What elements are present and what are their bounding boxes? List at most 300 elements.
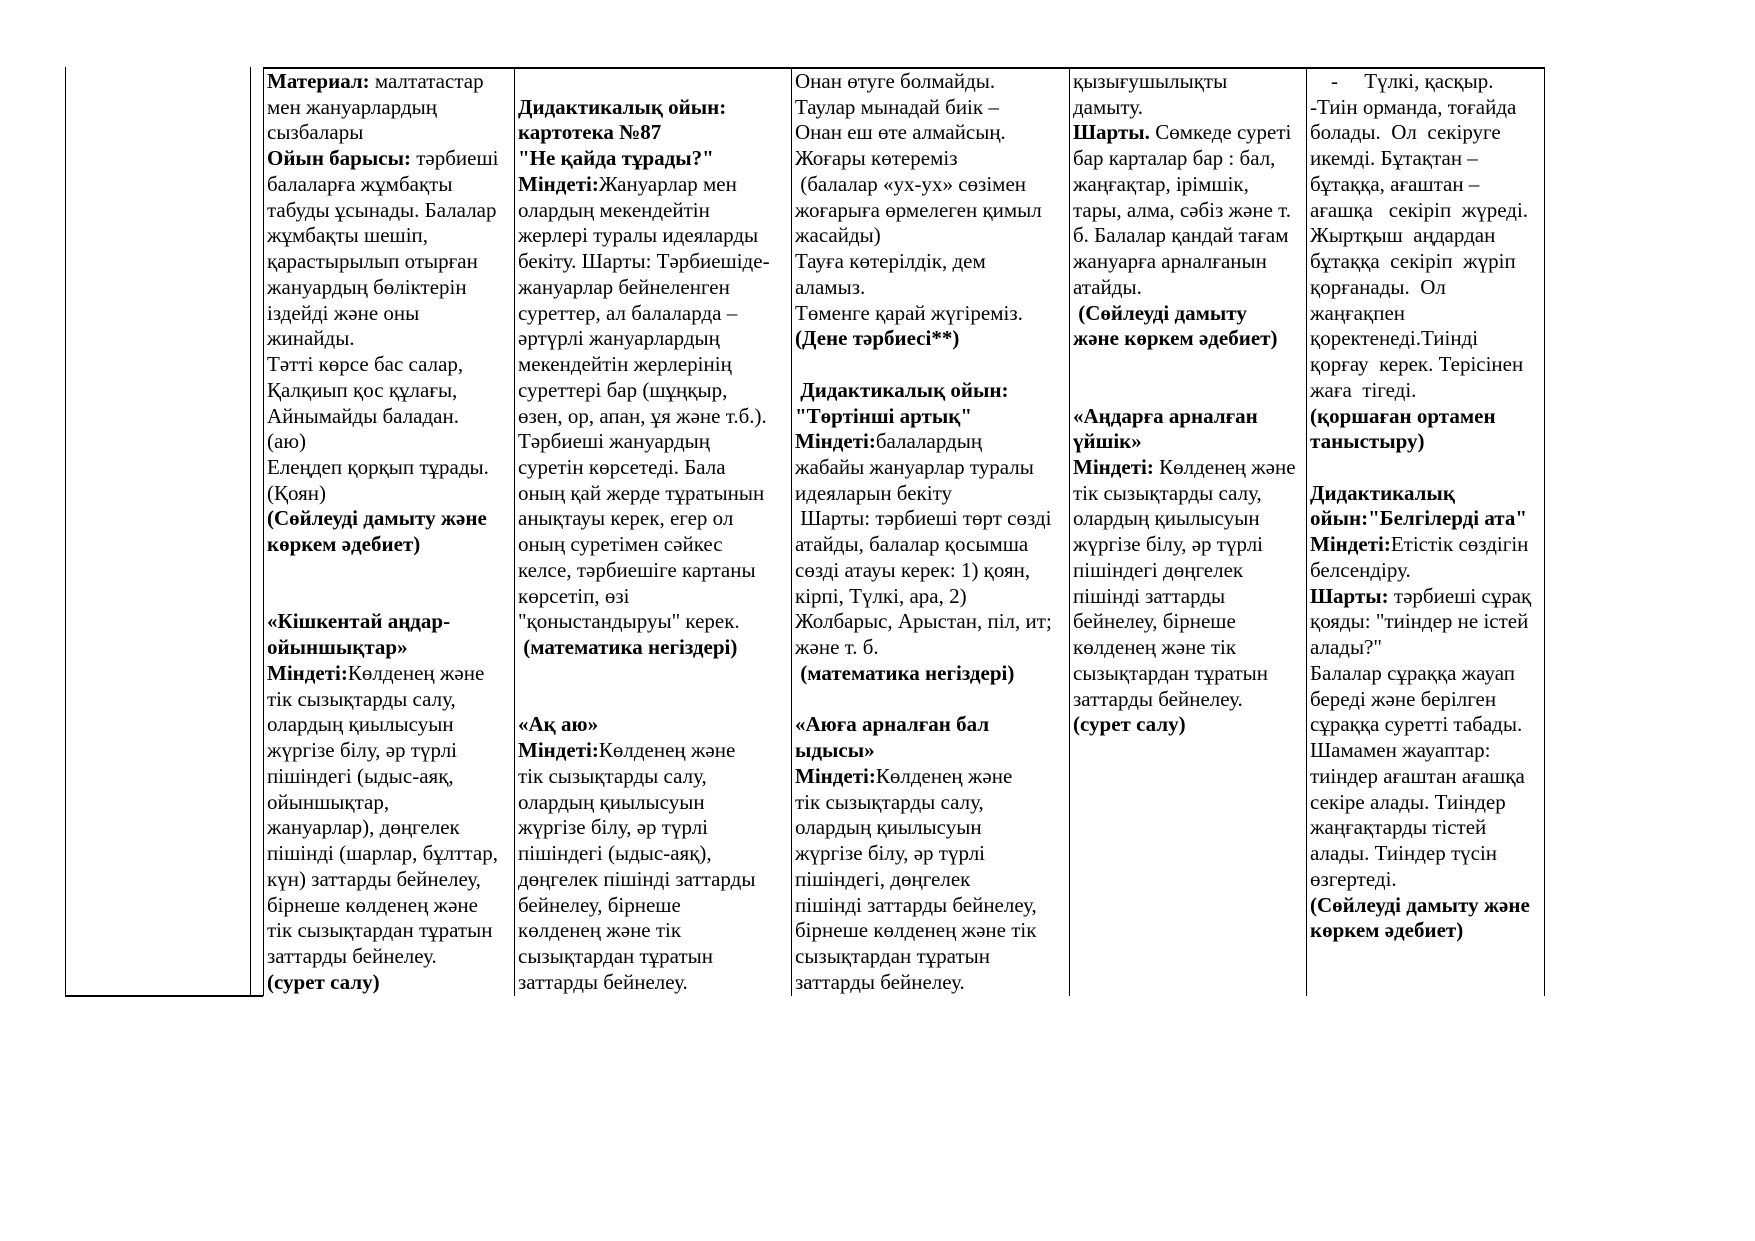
text-line <box>795 275 1069 301</box>
text: Жолбарыс, Арыстан, піл, ит; <box>795 609 1052 634</box>
bold-text: Шарты. <box>1073 120 1150 145</box>
text: анықтауы керек, егер ол <box>518 506 734 531</box>
bold-text: (сурет салу) <box>267 969 380 994</box>
text-line <box>795 198 1069 224</box>
text-line <box>1073 481 1306 507</box>
text-line <box>267 712 514 738</box>
text: суретін көрсетеді. Бала <box>518 455 726 480</box>
text-line <box>267 249 514 275</box>
text: қызығушылықты <box>1073 69 1228 93</box>
text: сөзді атауы керек: 1) қоян, <box>795 557 1031 582</box>
bold-text: (Сөйлеуді дамыту және <box>1310 892 1530 917</box>
text: жасайды) <box>795 223 881 248</box>
text-line <box>795 249 1069 275</box>
text-line <box>1310 352 1544 378</box>
text: тік сызықтардан тұратын <box>267 918 493 943</box>
text-line <box>795 455 1069 481</box>
text: жұмбақты шешіп, <box>267 223 429 248</box>
text-line <box>518 764 791 790</box>
text: суреттер, ал балаларда – <box>518 300 738 325</box>
bold-text: Міндеті: <box>795 763 876 788</box>
text: алады. Тиіндер түсін <box>1310 841 1498 866</box>
text: жаға тігеді. <box>1310 377 1417 402</box>
text-line <box>518 815 791 841</box>
column-4 <box>1069 69 1306 996</box>
text-line <box>518 120 791 146</box>
text: бұтаққа секіріп жүріп <box>1310 249 1516 274</box>
text: тік сызықтарды салу, <box>518 763 707 788</box>
text: -Тиін орманда, тоғайда <box>1310 94 1517 119</box>
text: жаңғақтарды тістей <box>1310 815 1487 840</box>
text-line <box>267 841 514 867</box>
text: болады. Ол секіруге <box>1310 120 1501 145</box>
text: Етістік сөздігін <box>1390 532 1529 557</box>
text-line <box>518 326 791 352</box>
bold-text: (Дене тәрбиесі**) <box>795 326 960 351</box>
text-line <box>795 970 1069 996</box>
text-line <box>795 558 1069 584</box>
text: Балалар сұраққа жауап <box>1310 660 1515 685</box>
text-line <box>1073 223 1306 249</box>
text-line <box>267 95 514 121</box>
text-line <box>267 532 514 558</box>
text-line <box>518 712 791 738</box>
text-line <box>1310 429 1544 455</box>
text-line <box>795 635 1069 661</box>
text: Сөмкеде суреті <box>1149 120 1292 145</box>
text: белсендіру. <box>1310 557 1411 582</box>
text: (балалар «ух-ух» сөзімен <box>795 171 1027 196</box>
text: қорғанады. Ол <box>1310 274 1446 299</box>
bold-text: үйшік» <box>1073 429 1142 454</box>
text-line <box>518 301 791 327</box>
text-line <box>518 584 791 610</box>
text-line <box>1310 867 1544 893</box>
text-line <box>795 532 1069 558</box>
text: мен жануарлардың <box>267 94 437 119</box>
text-line <box>518 352 791 378</box>
text-line <box>267 687 514 713</box>
text-line <box>795 764 1069 790</box>
text-line <box>795 172 1069 198</box>
text: сызықтардан тұратын <box>518 943 713 968</box>
text-line <box>795 918 1069 944</box>
text: Көлденең және <box>875 763 1013 788</box>
text-line <box>1073 378 1306 404</box>
text-line <box>1310 815 1544 841</box>
text: өзен, ор, апан, ұя және т.б.). <box>518 403 767 428</box>
text: жабайы жануарлар туралы <box>795 455 1034 480</box>
text: Тауға көтерілдік, дем <box>795 249 986 274</box>
text: пішіндегі, дөңгелек <box>795 866 971 891</box>
bold-text: таныстыру) <box>1310 429 1425 454</box>
text-line <box>795 120 1069 146</box>
text: тәрбиеші сұрақ <box>1388 583 1532 608</box>
text-line <box>518 532 791 558</box>
text-line <box>1073 712 1306 738</box>
text-line <box>267 326 514 352</box>
text: Төменге қарай жүгіреміз. <box>795 300 1023 325</box>
text: аламыз. <box>795 274 866 299</box>
text: сұраққа суретті табады. <box>1310 712 1523 737</box>
text: алады?" <box>1310 635 1382 660</box>
text: Жоғары көтереміз <box>795 146 958 171</box>
text: Таулар мынадай биік – <box>795 94 999 119</box>
text: Онан еш өте алмайсың. <box>795 120 1006 145</box>
text-line <box>795 609 1069 635</box>
text-line <box>1310 326 1544 352</box>
text-line <box>1310 172 1544 198</box>
bold-text: Шарты: <box>1310 583 1389 608</box>
text: қарастырылып отырған <box>267 249 478 274</box>
bold-text: «Аңдарға арналған <box>1073 403 1258 428</box>
text-line <box>795 944 1069 970</box>
text: - Түлкі, қасқыр. <box>1310 69 1494 93</box>
text: көлденең және тік <box>1073 635 1237 660</box>
text: жинайды. <box>267 326 355 351</box>
text-line <box>1310 223 1544 249</box>
text-line <box>1310 687 1544 713</box>
text-line <box>1073 687 1306 713</box>
text-line <box>1073 532 1306 558</box>
text-line <box>1310 249 1544 275</box>
text: әртүрлі жануарлардың <box>518 326 720 351</box>
text-line <box>518 738 791 764</box>
text-line <box>1073 146 1306 172</box>
text: мекендейтін жерлерінің <box>518 352 732 377</box>
text-line <box>267 429 514 455</box>
text: жоғарыға өрмелеген қимыл <box>795 197 1042 222</box>
text: Тәтті көрсе бас салар, <box>267 352 464 377</box>
text-line <box>518 687 791 713</box>
bold-text: Материал: <box>267 69 370 93</box>
text: бар карталар бар : бал, <box>1073 146 1276 171</box>
text-line <box>267 352 514 378</box>
text: идеяларын бекіту <box>795 480 952 505</box>
text: Жануарлар мен <box>598 171 737 196</box>
text-line <box>795 95 1069 121</box>
text: жаңғақтар, ірімшік, <box>1073 171 1249 196</box>
text-line <box>518 661 791 687</box>
bold-text: ойын:"Белгілерді ата" <box>1310 506 1528 531</box>
text: олардың қиылысуын <box>1073 506 1260 531</box>
text-line <box>1310 198 1544 224</box>
bold-text: (математика негіздері) <box>795 660 1015 685</box>
text-line <box>1310 764 1544 790</box>
text-line <box>1310 918 1544 944</box>
bold-text: «Кішкентай аңдар- <box>267 609 451 634</box>
column-2 <box>514 69 791 996</box>
text-line <box>1073 198 1306 224</box>
text: іздейді және оны <box>267 300 420 325</box>
text-line <box>795 841 1069 867</box>
text-line <box>1310 841 1544 867</box>
text: сызбалары <box>267 120 364 145</box>
text-line <box>1073 69 1306 95</box>
bold-text: ыдысы» <box>795 738 875 763</box>
text: балалардың <box>875 429 983 454</box>
text-line <box>518 944 791 970</box>
text-line <box>267 764 514 790</box>
text: заттарды бейнелеу. <box>1073 686 1243 711</box>
text: көлденең және тік <box>518 918 682 943</box>
text: тік сызықтарды салу, <box>267 686 456 711</box>
text-line <box>518 455 791 481</box>
text-line <box>1310 95 1544 121</box>
text: ағашқа секіріп жүреді. <box>1310 197 1529 222</box>
text-line <box>1073 249 1306 275</box>
bold-text: Міндеті: <box>518 171 599 196</box>
outer-left-border <box>65 67 66 997</box>
text-line <box>1310 738 1544 764</box>
text: оның қай жерде тұратынын <box>518 480 765 505</box>
bold-text: Міндеті: <box>1310 532 1391 557</box>
bold-text: картотека №87 <box>518 120 662 145</box>
text: тары, алма, сәбіз және т. <box>1073 197 1292 222</box>
inner-left-border <box>250 67 251 997</box>
text: пішіндегі (ыдыс-аяқ), <box>518 841 712 866</box>
text: балаларға жұмбақты <box>267 171 453 196</box>
bold-text: Дидактикалық <box>1310 480 1455 505</box>
text-line <box>795 506 1069 532</box>
text: малтатастар <box>369 69 484 93</box>
bold-text: (қоршаған ортамен <box>1310 403 1496 428</box>
text-line <box>795 738 1069 764</box>
text: жануарға арналғанын <box>1073 249 1267 274</box>
text: Онан өтуге болмайды. <box>795 69 996 93</box>
text-line <box>518 95 791 121</box>
column-3 <box>791 69 1069 996</box>
text-line <box>518 918 791 944</box>
text-line <box>1310 661 1544 687</box>
text: Көлденең және <box>598 738 736 763</box>
text-line <box>1310 378 1544 404</box>
text: оның суретімен сәйкес <box>518 532 723 557</box>
text: бекіту. Шарты: Тәрбиешіде- <box>518 249 770 274</box>
text-line <box>518 841 791 867</box>
text-line <box>1310 790 1544 816</box>
text: б. Балалар қандай тағам <box>1073 223 1289 248</box>
text-line <box>518 429 791 455</box>
bold-text: (математика негіздері) <box>518 635 738 660</box>
text: тік сызықтарды салу, <box>795 789 984 814</box>
text: жерлері туралы идеяларды <box>518 223 759 248</box>
text-line <box>267 378 514 404</box>
text: жүргізе білу, әр түрлі <box>1073 532 1264 557</box>
text-line <box>518 790 791 816</box>
text-line <box>518 404 791 430</box>
text-line <box>267 635 514 661</box>
text: секіре алады. Тиіндер <box>1310 789 1506 814</box>
bold-text: «Ақ аю» <box>518 712 599 737</box>
text-line <box>1310 506 1544 532</box>
text-line <box>267 198 514 224</box>
text-line <box>267 661 514 687</box>
text-line <box>1073 558 1306 584</box>
text-line <box>1310 893 1544 919</box>
text: бейнелеу, бірнеше <box>518 892 681 917</box>
text-line <box>267 815 514 841</box>
text: (аю) <box>267 429 306 454</box>
text-line <box>1073 172 1306 198</box>
text-line <box>795 326 1069 352</box>
text: (Қоян) <box>267 480 326 505</box>
text: олардың мекендейтін <box>518 197 710 222</box>
text-line <box>1310 635 1544 661</box>
text: Қалқиып қос құлағы, <box>267 377 458 402</box>
text-line <box>795 352 1069 378</box>
text: пішіндегі дөңгелек <box>1073 557 1244 582</box>
bold-text: көркем әдебиет) <box>267 532 421 557</box>
text-line <box>267 893 514 919</box>
text-line <box>267 584 514 610</box>
text-line <box>267 172 514 198</box>
text-line <box>795 301 1069 327</box>
text: жануарлар), дөңгелек <box>267 815 460 840</box>
text: суреттері бар (шұңқыр, <box>518 377 728 402</box>
bold-text: және көркем әдебиет) <box>1073 326 1278 351</box>
text: тік сызықтарды салу, <box>1073 480 1262 505</box>
bold-text: ойыншықтар» <box>267 635 408 660</box>
text: жүргізе білу, әр түрлі <box>267 738 458 763</box>
text-line <box>795 378 1069 404</box>
text-line <box>267 558 514 584</box>
bold-text: Ойын барысы: <box>267 146 411 171</box>
text-line <box>1073 95 1306 121</box>
text: заттарды бейнелеу. <box>795 969 965 994</box>
text-line <box>267 506 514 532</box>
text: Тәрбиеші жануардың <box>518 429 711 454</box>
text-line <box>795 404 1069 430</box>
text-line <box>267 146 514 172</box>
text-line <box>1310 609 1544 635</box>
text-line <box>1310 69 1544 95</box>
text: атайды. <box>1073 274 1142 299</box>
text-line <box>1073 120 1306 146</box>
text: жануардың бөліктерін <box>267 274 467 299</box>
text-line <box>1310 301 1544 327</box>
text-line <box>267 455 514 481</box>
bold-text: Міндеті: <box>267 660 348 685</box>
text-line <box>1073 661 1306 687</box>
text-line <box>518 249 791 275</box>
text: кірпі, Түлкі, ара, 2) <box>795 583 967 608</box>
text: келсе, тәрбиешіге картаны <box>518 557 756 582</box>
text-line <box>267 609 514 635</box>
text: сызықтардан тұратын <box>795 943 990 968</box>
text-line <box>1310 275 1544 301</box>
text-line <box>267 970 514 996</box>
text: икемді. Бұтақтан – <box>1310 146 1478 171</box>
column-5 <box>1306 69 1545 996</box>
text-line <box>795 815 1069 841</box>
text-line <box>795 146 1069 172</box>
text-line <box>518 867 791 893</box>
text: олардың қиылысуын <box>518 789 705 814</box>
text: Шарты: тәрбиеші төрт сөзді <box>795 506 1052 531</box>
text-line <box>1073 326 1306 352</box>
text: жаңғақпен <box>1310 300 1406 325</box>
text-line <box>518 146 791 172</box>
text-line <box>267 120 514 146</box>
text-line <box>1073 506 1306 532</box>
bold-text: «Аюға арналған бал <box>795 712 990 737</box>
text-line <box>795 712 1069 738</box>
text: заттарды бейнелеу. <box>267 943 437 968</box>
text-line <box>795 687 1069 713</box>
text-line <box>1073 584 1306 610</box>
text-line <box>518 635 791 661</box>
text: Көлденең және <box>1153 455 1296 480</box>
text-line <box>267 867 514 893</box>
text-line <box>518 893 791 919</box>
text-line <box>1073 275 1306 301</box>
bold-text: "Не қайда тұрады?" <box>518 146 714 171</box>
text-line <box>1310 120 1544 146</box>
text-line <box>1310 146 1544 172</box>
text-line <box>1073 429 1306 455</box>
text-line <box>518 378 791 404</box>
text: қояды: "тиіндер не істей <box>1310 609 1529 634</box>
text-line <box>1310 532 1544 558</box>
text-line <box>1073 301 1306 327</box>
text: олардың қиылысуын <box>267 712 454 737</box>
text: жануарлар бейнеленген <box>518 274 730 299</box>
text: дамыту. <box>1073 94 1143 119</box>
bold-text: Міндеті: <box>518 738 599 763</box>
text-line <box>518 481 791 507</box>
text: дөңгелек пішінді заттарды <box>518 866 756 891</box>
text-line <box>518 970 791 996</box>
text-line <box>1310 404 1544 430</box>
text-line <box>795 223 1069 249</box>
text: көрсетіп, өзі <box>518 583 630 608</box>
text: олардың қиылысуын <box>795 815 982 840</box>
bold-text: Дидактикалық ойын: <box>518 94 727 119</box>
bold-text: (Сөйлеуді дамыту және <box>267 506 487 531</box>
text: қоректенеді.Тиінді <box>1310 326 1479 351</box>
bold-text: (сурет салу) <box>1073 712 1186 737</box>
text: Көлденең және <box>347 660 485 685</box>
bold-text: көркем әдебиет) <box>1310 918 1464 943</box>
text-line <box>795 69 1069 95</box>
text-line <box>1073 635 1306 661</box>
text: бұтаққа, ағаштан – <box>1310 171 1480 196</box>
bold-text: Дидактикалық ойын: <box>795 377 1009 402</box>
text: пішіндегі (ыдыс-аяқ, <box>267 763 454 788</box>
text: Елеңдеп қорқып тұрады. <box>267 455 489 480</box>
text-line <box>267 223 514 249</box>
text-line <box>1073 404 1306 430</box>
bold-text: Міндеті: <box>1073 455 1154 480</box>
text-line <box>518 506 791 532</box>
text-line <box>267 790 514 816</box>
text: бірнеше көлденең және тік <box>795 918 1037 943</box>
text-line <box>795 429 1069 455</box>
text: пішінді (шарлар, бұлттар, <box>267 841 498 866</box>
text-line <box>267 69 514 95</box>
text-line <box>267 944 514 970</box>
left-bottom-border <box>65 995 263 997</box>
text: тиіндер ағаштан ағашқа <box>1310 763 1525 788</box>
text: заттарды бейнелеу. <box>518 969 688 994</box>
bold-text: (Сөйлеуді дамыту <box>1073 300 1247 325</box>
text: ойыншықтар, <box>267 789 390 814</box>
text-line <box>267 738 514 764</box>
text-line <box>518 198 791 224</box>
text: сызықтардан тұратын <box>1073 660 1268 685</box>
text-line <box>795 661 1069 687</box>
